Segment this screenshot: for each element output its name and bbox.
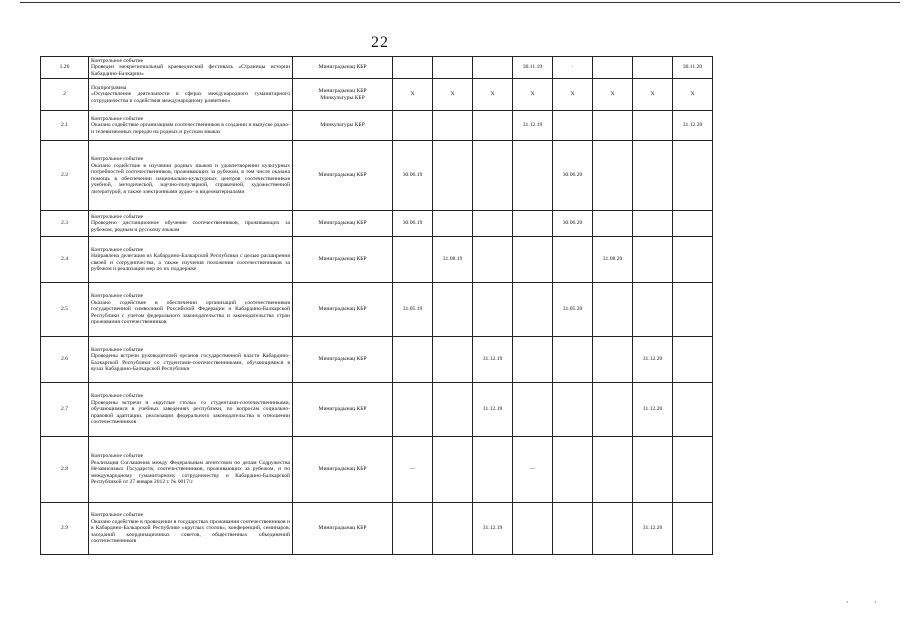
- table-row: [41, 57, 713, 79]
- table-row: [41, 437, 713, 503]
- schedule-cell: [473, 111, 513, 141]
- schedule-cell: [633, 237, 673, 283]
- event-description: [89, 383, 293, 437]
- event-description: [89, 437, 293, 503]
- table-row: [41, 383, 713, 437]
- schedule-cell: [673, 383, 713, 437]
- executor-name: Миниградынац КБР: [318, 356, 367, 363]
- schedule-cell: 31.12.19: [513, 111, 553, 141]
- schedule-cell: 31.05.19: [393, 283, 433, 337]
- schedule-cell: [673, 237, 713, 283]
- schedule-cell: [633, 211, 673, 237]
- schedule-cell: [593, 211, 633, 237]
- schedule-cell: 30.11.19: [513, 57, 553, 79]
- schedule-cell: X: [553, 79, 593, 111]
- responsible-executor: [293, 337, 393, 383]
- schedule-cell: X: [593, 79, 633, 111]
- schedule-cell: [473, 283, 513, 337]
- schedule-cell: [473, 437, 513, 503]
- schedule-cell: [433, 337, 473, 383]
- event-text: «Осуществление деятельности в сферах международного гуманитарного сотрудничества и содействия международному развитию»: [91, 91, 290, 104]
- schedule-cell: 31.12.19: [473, 503, 513, 555]
- table-row: [41, 237, 713, 283]
- event-description: [89, 283, 293, 337]
- schedule-cell: [513, 237, 553, 283]
- responsible-executor: [293, 437, 393, 503]
- executor-name: Миниградынац КБР: [318, 172, 367, 179]
- schedule-cell: 30.06.20: [553, 141, 593, 211]
- executor-name: Миниградынац КБР: [318, 64, 367, 71]
- schedule-cell: [673, 503, 713, 555]
- schedule-cell: [433, 437, 473, 503]
- responsible-executor: [293, 141, 393, 211]
- control-events-table: [40, 56, 713, 555]
- schedule-cell: [633, 437, 673, 503]
- table-row: [41, 337, 713, 383]
- event-text: Оказано содействие организациям соотечественников в создании и выпуске радио- и телевизионных передач на родных и русском языках: [91, 122, 290, 135]
- event-description: [89, 237, 293, 283]
- schedule-cell: [553, 237, 593, 283]
- schedule-cell: [593, 111, 633, 141]
- schedule-cell: [593, 141, 633, 211]
- responsible-executor: [293, 111, 393, 141]
- schedule-cell: [633, 283, 673, 337]
- table-row: [41, 79, 713, 111]
- schedule-cell: [553, 111, 593, 141]
- executor-name: Миниградынац КБР: [318, 466, 367, 473]
- schedule-cell: [593, 283, 633, 337]
- executor-name: Миниградынац КБР: [318, 256, 367, 263]
- row-number: 2.9: [41, 503, 89, 555]
- event-description: [89, 111, 293, 141]
- schedule-cell: 30.11.20: [673, 57, 713, 79]
- schedule-cell: [473, 57, 513, 79]
- schedule-cell: [473, 237, 513, 283]
- row-number: 2.4: [41, 237, 89, 283]
- executor-name: Минкультуры КБР: [320, 94, 365, 101]
- schedule-cell: [633, 141, 673, 211]
- event-label: Контрольное событие: [91, 453, 144, 460]
- table-row: [41, 111, 713, 141]
- schedule-cell: [513, 503, 553, 555]
- schedule-cell: [673, 337, 713, 383]
- schedule-cell: —: [513, 437, 553, 503]
- event-label: Контрольное событие: [91, 156, 144, 162]
- schedule-cell: [433, 111, 473, 141]
- event-label: Контрольное событие: [91, 57, 144, 64]
- event-description: [89, 337, 293, 383]
- event-text: Проведен межрегиональный краеведческий фестиваль «Страницы истории Кабардино-Балкарии»: [91, 64, 290, 77]
- schedule-cell: ·: [553, 57, 593, 79]
- row-number: 2.1: [41, 111, 89, 141]
- event-text: Проведены встречи руководителей органов государственной власти Кабардино-Балкарской Республики со студентами-соотечественниками, обучающимися в вузах Кабардино-Балкарской Республики: [91, 353, 290, 372]
- row-number: 2.3: [41, 211, 89, 237]
- schedule-cell: [433, 141, 473, 211]
- row-number: 1.26: [41, 57, 89, 79]
- row-number: 2: [41, 79, 89, 111]
- schedule-cell: [593, 383, 633, 437]
- row-number: 2.5: [41, 283, 89, 337]
- schedule-cell: 31.12.20: [673, 111, 713, 141]
- margin-mark: ·: [874, 598, 877, 607]
- schedule-cell: [553, 383, 593, 437]
- event-text: Оказано содействие в обеспечении организаций соотечественников государственной символикой Российской Федерации и Кабардино-Балкарской Республики с учетом федерального законодательства и законодательства стран проживания соотечественников: [91, 299, 290, 326]
- schedule-cell: [433, 211, 473, 237]
- schedule-cell: 31.05.20: [553, 283, 593, 337]
- schedule-cell: 30.06.20: [553, 211, 593, 237]
- schedule-cell: [633, 111, 673, 141]
- table-row: [41, 283, 713, 337]
- schedule-cell: X: [673, 79, 713, 111]
- schedule-cell: [593, 503, 633, 555]
- executor-name: Миниградынац КБР: [318, 306, 367, 313]
- schedule-cell: 31.08.20: [593, 237, 633, 283]
- schedule-cell: 31.12.20: [633, 503, 673, 555]
- margin-mark: ·: [846, 598, 849, 607]
- schedule-cell: 31.12.20: [633, 383, 673, 437]
- schedule-cell: [513, 283, 553, 337]
- table-row: [41, 503, 713, 555]
- schedule-cell: [513, 383, 553, 437]
- responsible-executor: [293, 283, 393, 337]
- responsible-executor: [293, 211, 393, 237]
- schedule-cell: 31.08.19: [433, 237, 473, 283]
- row-number: 2.8: [41, 437, 89, 503]
- schedule-cell: [393, 237, 433, 283]
- schedule-cell: [433, 57, 473, 79]
- event-text: Оказано содействие в изучении родных языков и удовлетворении культурных потребностей соотечественников, проживающих за рубежом, в том числе оказана помощь в обеспечении национально-культурных центров соотечественников учебной, методической, научно-популярной, справочной, художественной литературой, в также электронными аудио- и видеоматериалами: [91, 162, 290, 195]
- event-text: Реализация Соглашения между Федеральным агентством по делам Содружества Независимых Государств, соотечественников, проживающих за рубежом, и по международному гуманитарному сотрудничеству и Кабардино-Балкарской Республикой от 27 января 2012 г. № 0017/с: [91, 459, 290, 486]
- row-number: 2.2: [41, 141, 89, 211]
- schedule-cell: [673, 211, 713, 237]
- schedule-cell: [593, 57, 633, 79]
- executor-name: Миниградынац КБР: [318, 88, 367, 94]
- responsible-executor: [293, 503, 393, 555]
- schedule-cell: [593, 437, 633, 503]
- scan-edge-line: [20, 2, 900, 3]
- event-label: Контрольное событие: [91, 213, 144, 220]
- event-label: Подпрограмма: [91, 84, 127, 91]
- event-text: Проведены встречи и «круглые столы» со студентами-соотечественниками, обучающимися в учебных заведениях республики, по вопросам социально-правовой адаптации, реализации федерального законодательства в отношении соотечественников: [91, 399, 290, 426]
- event-description: [89, 57, 293, 79]
- executor-name: Миниградынац КБР: [318, 525, 367, 532]
- event-label: Контрольное событие: [91, 115, 144, 122]
- schedule-cell: [393, 57, 433, 79]
- table-row: [41, 211, 713, 237]
- event-description: [89, 141, 293, 211]
- event-label: Контрольное событие: [91, 346, 144, 353]
- schedule-cell: 30.06.19: [393, 141, 433, 211]
- event-text: Проведено дистанционное обучение соотечественников, проживающих за рубежом, родным и русскому языкам: [91, 220, 290, 233]
- schedule-cell: [393, 111, 433, 141]
- row-number: 2.6: [41, 337, 89, 383]
- schedule-cell: X: [473, 79, 513, 111]
- event-description: [89, 503, 293, 555]
- table-row: [41, 141, 713, 211]
- schedule-cell: [473, 211, 513, 237]
- event-label: Контрольное событие: [91, 293, 144, 300]
- schedule-cell: [673, 141, 713, 211]
- schedule-cell: —: [393, 437, 433, 503]
- event-label: Контрольное событие: [91, 246, 144, 253]
- schedule-cell: [593, 337, 633, 383]
- event-description: [89, 79, 293, 111]
- schedule-cell: [393, 503, 433, 555]
- schedule-cell: X: [393, 79, 433, 111]
- schedule-cell: [433, 283, 473, 337]
- schedule-cell: [553, 503, 593, 555]
- schedule-cell: [513, 337, 553, 383]
- page-number: 22: [371, 34, 389, 51]
- responsible-executor: [293, 57, 393, 79]
- schedule-cell: [673, 283, 713, 337]
- event-text: Направлена делегация из Кабардино-Балкарской Республики с целью расширения связей и сотрудничества, а также изучения положения соотечественников за рубежом и реализации мер по их поддержке: [91, 253, 290, 272]
- schedule-cell: 31.12.19: [473, 383, 513, 437]
- responsible-executor: [293, 383, 393, 437]
- schedule-cell: X: [633, 79, 673, 111]
- schedule-cell: [513, 141, 553, 211]
- event-label: Контрольное событие: [91, 512, 144, 519]
- schedule-cell: [393, 337, 433, 383]
- schedule-cell: [433, 383, 473, 437]
- schedule-cell: [513, 211, 553, 237]
- schedule-cell: [393, 383, 433, 437]
- executor-name: Миниградынац КБР: [318, 406, 367, 413]
- schedule-cell: [433, 503, 473, 555]
- executor-name: Минкультуры КБР: [320, 122, 365, 129]
- schedule-cell: [553, 437, 593, 503]
- responsible-executor: [293, 237, 393, 283]
- event-text: Оказано содействие в проведении в государствах проживания соотечественников и в Кабардино-Балкарской Республике «круглых столов», конференций, семинаров, заседаний координационных советов, общественных объединений соотечественников: [91, 518, 290, 545]
- row-number: 2.7: [41, 383, 89, 437]
- event-description: [89, 211, 293, 237]
- schedule-cell: [473, 141, 513, 211]
- event-label: Контрольное событие: [91, 393, 144, 400]
- responsible-executor: [293, 79, 393, 111]
- schedule-cell: 30.06.19: [393, 211, 433, 237]
- schedule-cell: X: [513, 79, 553, 111]
- schedule-cell: 31.12.19: [473, 337, 513, 383]
- schedule-cell: [633, 57, 673, 79]
- executor-name: Миниградынац КБР: [318, 220, 367, 227]
- schedule-cell: [673, 437, 713, 503]
- schedule-cell: [553, 337, 593, 383]
- schedule-cell: 31.12.20: [633, 337, 673, 383]
- schedule-cell: X: [433, 79, 473, 111]
